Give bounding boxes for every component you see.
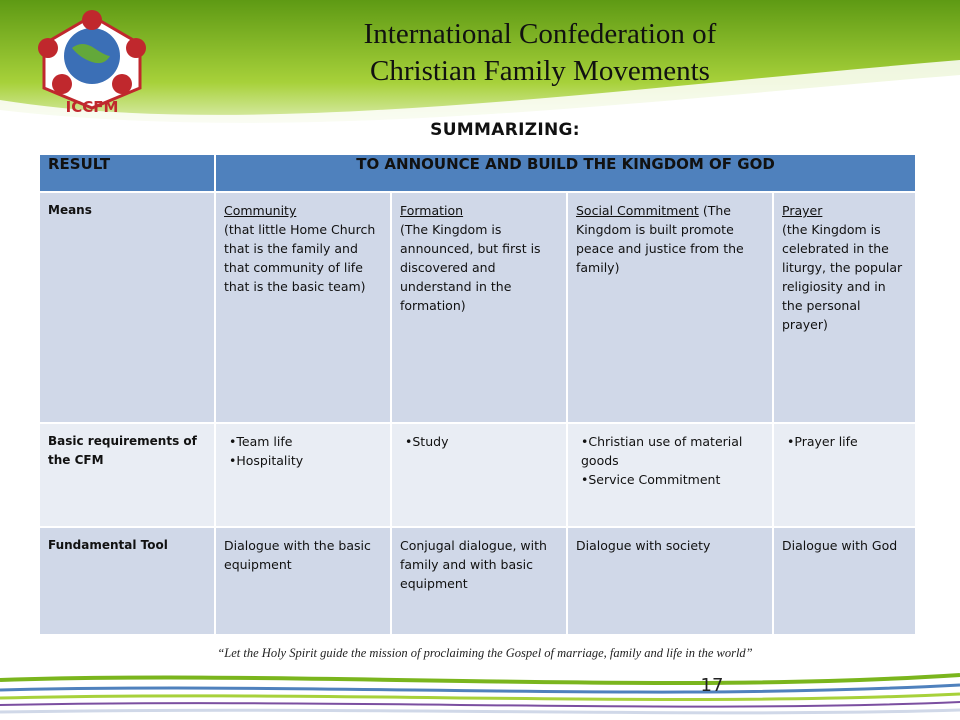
means-prayer [773,192,916,423]
row-label-means: Means [39,192,215,423]
formation-title: Formation [400,203,464,218]
list-item: • Prayer life [787,432,909,451]
table-row-tool [39,527,916,635]
tool-c1: Dialogue with the basic equipment [215,527,391,635]
table-header-row [39,154,916,192]
title-line-2: Christian Family Movements [370,55,710,87]
tool-c4: Dialogue with God [773,527,916,635]
list-item: • Service Commitment [581,470,766,489]
row-label-tool: Fundamental Tool [39,527,215,635]
basic-c2 [391,423,567,527]
means-community [215,192,391,423]
basic-c3 [567,423,773,527]
page-title [250,16,830,90]
title-line-1: International Confederation of [363,18,717,50]
summary-table [38,153,917,636]
prayer-title: Prayer [782,203,823,218]
header-goal: TO ANNOUNCE AND BUILD THE KINGDOM OF GOD [215,154,916,192]
means-formation [391,192,567,423]
prayer-text: (the Kingdom is celebrated in the liturgy, the popular religiosity and in the personal prayer) [782,222,903,332]
page-number: 17 [700,675,724,696]
community-title: Community [224,203,297,218]
iccfm-logo [36,8,148,120]
list-item: • Study [405,432,560,451]
basic-c4 [773,423,916,527]
section-subtitle: SUMMARIZING: [430,120,580,140]
logo-text: ICCFM [65,98,119,116]
table-row-means [39,192,916,423]
row-label-basic: Basic requirements of the CFM [39,423,215,527]
basic-c1 [215,423,391,527]
social-text: (The Kingdom is built promote peace and justice from the family) [576,203,744,275]
tool-c2: Conjugal dialogue, with family and with basic equipment [391,527,567,635]
tool-c3: Dialogue with society [567,527,773,635]
list-item: • Team life [229,432,384,451]
list-item: • Hospitality [229,451,384,470]
footer-quote: “Let the Holy Spirit guide the mission of proclaiming the Gospel of marriage, family and life in the world” [217,646,753,660]
header-result: RESULT [39,154,215,192]
formation-text: (The Kingdom is announced, but first is discovered and understand in the formation) [400,222,541,313]
table-row-basic [39,423,916,527]
social-title: Social Commitment [576,203,699,218]
community-text: (that little Home Church that is the family and that community of life that is the basic team) [224,222,376,294]
means-social [567,192,773,423]
list-item: • Christian use of material goods [581,432,766,470]
